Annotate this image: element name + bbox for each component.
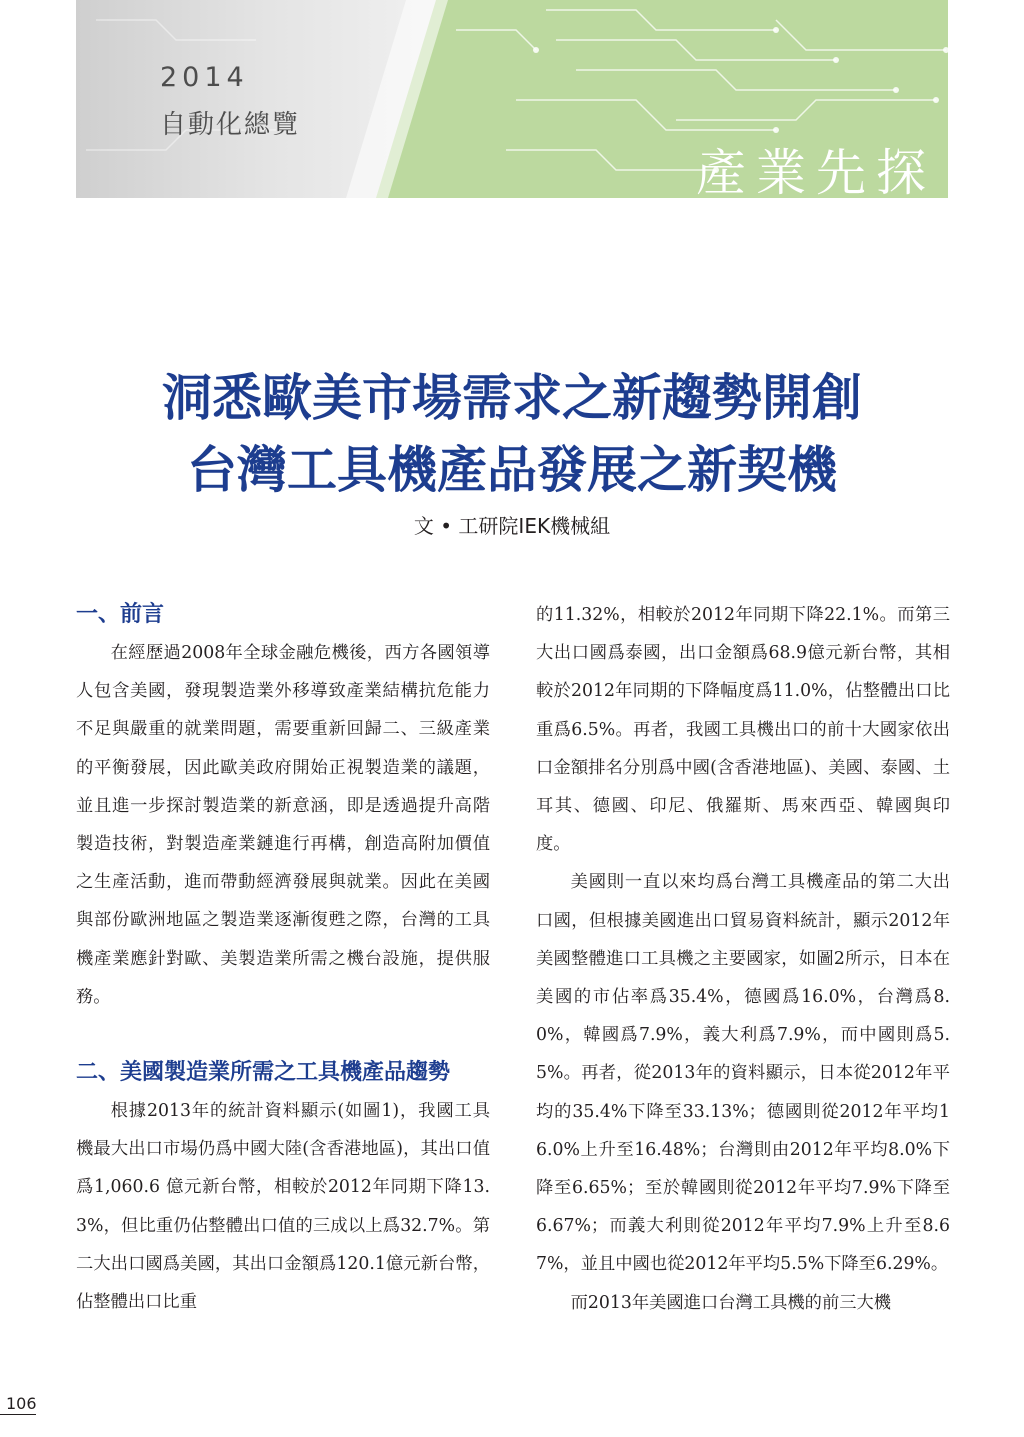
paragraph-export-stats: 根據2013年的統計資料顯示(如圖1)，我國工具機最大出口市場仍爲中國大陸(含香港地區)，其出口值爲1,060.6 億元新台幣，相較於2012年同期下降13.3%，但比重仍佔整體出口值的三成以上爲32.7%。第二大出口國爲美國，其出口金額爲120.1億元新台幣，佔整體出口比重	[76, 1101, 490, 1313]
article-title	[0, 362, 1024, 506]
section-heading-2: 二、美國製造業所需之工具機產品趨勢	[76, 1060, 451, 1086]
publication-subtitle: 自動化總覽	[160, 110, 301, 140]
header-banner	[76, 0, 948, 198]
paragraph-export-stats-cont: 的11.32%，相較於2012年同期下降22.1%。而第三大出口國爲泰國，出口金額爲68.9億元新台幣，其相較於2012年同期的下降幅度爲11.0%，佔整體出口比重爲6.5%。再者，我國工具機出口的前十大國家依出口金額排名分別爲中國(含香港地區)、美國、泰國、土耳其、德國、印尼、俄羅斯、馬來西亞、韓國與印度。	[536, 605, 950, 855]
title-line-2: 台灣工具機產品發展之新契機	[187, 441, 837, 499]
title-line-1: 洞悉歐美市場需求之新趨勢開創	[162, 369, 862, 427]
section-label: 產業先探	[696, 144, 936, 198]
paragraph-intro: 在經歷過2008年全球金融危機後，西方各國領導人包含美國，發現製造業外移導致產業結構抗危能力不足與嚴重的就業問題，需要重新回歸二、三級產業的平衡發展，因此歐美政府開始正視製造業的議題，並且進一步探討製造業的新意涵，即是透過提升高階製造技術，對製造產業鏈進行再構，創造高附加價值之生產活動，進而帶動經濟發展與就業。因此在美國與部份歐洲地區之製造業逐漸復甦之際，台灣的工具機產業應針對歐、美製造業所需之機台設施，提供服務。	[76, 643, 490, 1007]
left-column	[76, 596, 490, 1321]
paragraph-us-import: 美國則一直以來均爲台灣工具機產品的第二大出口國，但根據美國進出口貿易資料統計，顯示2012年美國整體進口工具機之主要國家，如圖2所示，日本在美國的市佔率爲35.4%，德國爲16.0%，台灣爲8.0%，韓國爲7.9%，義大利爲7.9%，而中國則爲5.5%。再者，從2013年的資料顯示，日本從2012年平均的35.4%下降至33.13%；德國則從2012年平均16.0%上升至16.48%；台灣則由2012年平均8.0%下降至6.65%；至於韓國則從2012年平均7.9%下降至6.67%；而義大利則從2012年平均7.9%上升至8.67%，並且中國也從2012年平均5.5%下降至6.29%。	[536, 872, 950, 1275]
byline: 文 • 工研院IEK機械組	[413, 514, 611, 538]
year-label: 2014	[160, 62, 249, 93]
footer-rule	[0, 1414, 36, 1415]
page-number: 106	[6, 1394, 37, 1413]
right-column	[536, 596, 950, 1322]
paragraph-top-three: 而2013年美國進口台灣工具機的前三大機	[570, 1292, 892, 1313]
section-heading-1: 一、前言	[76, 602, 165, 627]
